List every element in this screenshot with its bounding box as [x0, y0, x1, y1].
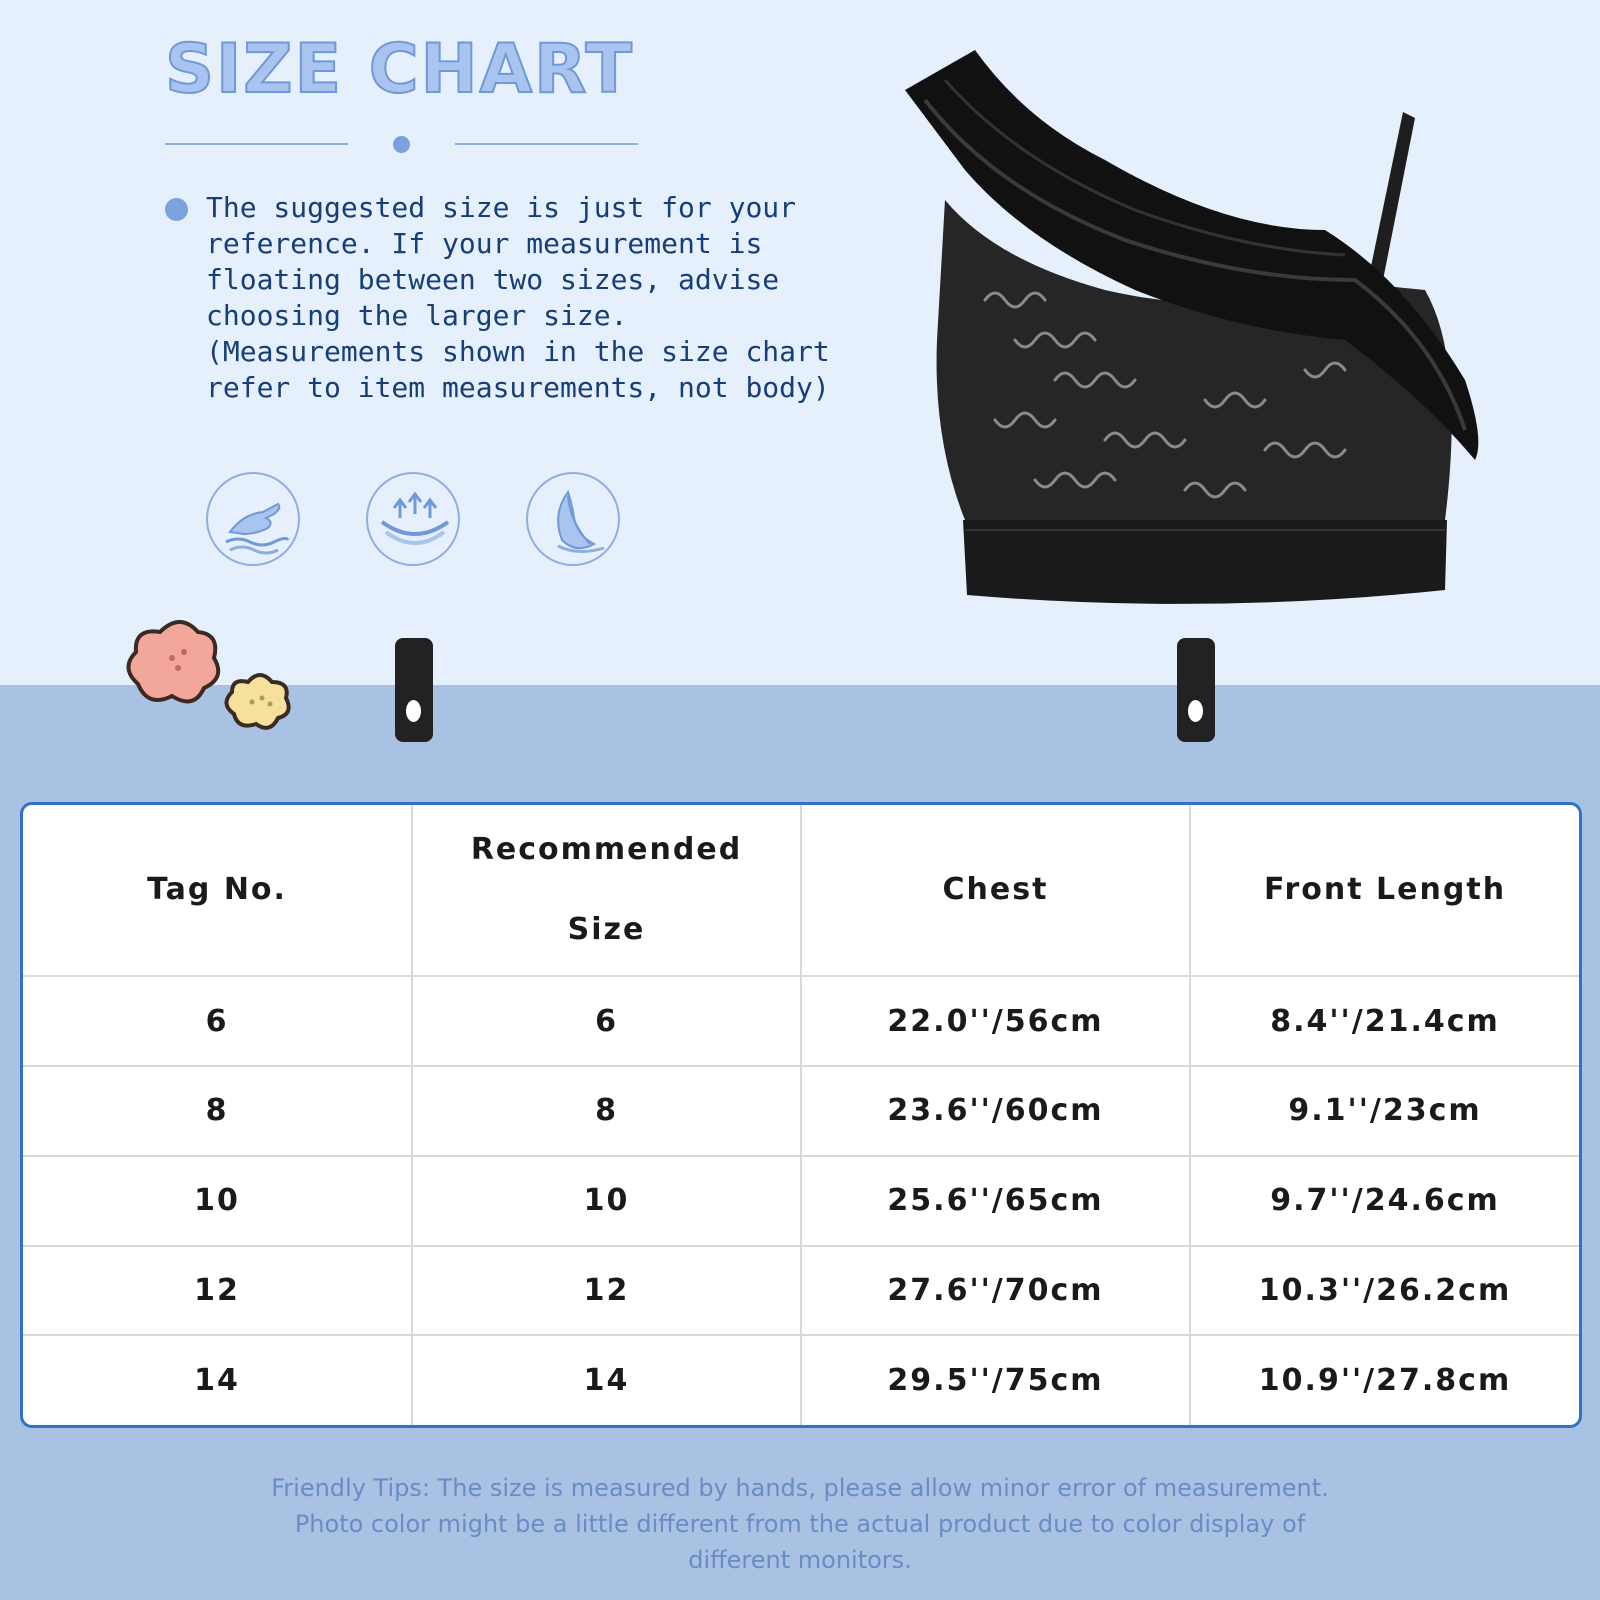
header-chest: Chest	[801, 805, 1190, 976]
cell-recommended-size: 12	[412, 1246, 801, 1336]
header-tag-no: Tag No.	[23, 805, 412, 976]
hanger-clip-left	[395, 638, 433, 742]
cell-front-length: 10.3''/26.2cm	[1190, 1246, 1579, 1336]
cell-chest: 25.6''/65cm	[801, 1156, 1190, 1246]
cell-front-length: 9.7''/24.6cm	[1190, 1156, 1579, 1246]
table-row	[23, 1246, 1579, 1336]
product-image	[905, 40, 1525, 640]
cell-tag-no: 12	[23, 1246, 412, 1336]
header-recommended-size: Recommended Size	[412, 805, 801, 976]
cell-tag-no: 14	[23, 1335, 412, 1425]
cell-recommended-size: 10	[412, 1156, 801, 1246]
cell-chest: 22.0''/56cm	[801, 976, 1190, 1066]
cell-recommended-size: 14	[412, 1335, 801, 1425]
hand-wash-icon	[206, 472, 300, 566]
cell-chest: 29.5''/75cm	[801, 1335, 1190, 1425]
table-row	[23, 1335, 1579, 1425]
table-row	[23, 1066, 1579, 1156]
stretch-icon	[366, 472, 460, 566]
cell-front-length: 9.1''/23cm	[1190, 1066, 1579, 1156]
table-row	[23, 976, 1579, 1066]
header-front-length: Front Length	[1190, 805, 1579, 976]
cell-front-length: 10.9''/27.8cm	[1258, 1363, 1512, 1399]
size-note: The suggested size is just for your reference. If your measurement is floating between two sizes, advise choosing the larger size. (Measurements shown in the size chart refer to item measurements, not body)	[206, 191, 830, 404]
cell-front-length: 8.4''/21.4cm	[1190, 976, 1579, 1066]
soft-feather-icon	[526, 472, 620, 566]
note-bullet	[165, 198, 188, 221]
size-table	[20, 802, 1582, 1428]
hanger-clip-right	[1177, 638, 1215, 742]
cell-tag-no: 6	[23, 976, 412, 1066]
table-row	[23, 1156, 1579, 1246]
title-divider-left	[165, 143, 348, 145]
cell-tag-no: 8	[23, 1066, 412, 1156]
title-divider-right	[455, 143, 638, 145]
flower-decoration	[120, 612, 310, 762]
cell-recommended-size: 8	[412, 1066, 801, 1156]
cell-chest: 23.6''/60cm	[801, 1066, 1190, 1156]
friendly-tips: Friendly Tips: The size is measured by hands, please allow minor error of measurement. Photo color might be a little different from the actual product due to color display of different monitors.	[271, 1474, 1329, 1574]
title-divider-dot	[393, 136, 410, 153]
cell-chest: 27.6''/70cm	[801, 1246, 1190, 1336]
cell-recommended-size: 6	[412, 976, 801, 1066]
page-title: SIZE CHART	[165, 30, 634, 109]
table-header-row	[23, 805, 1579, 976]
cell-tag-no: 10	[23, 1156, 412, 1246]
